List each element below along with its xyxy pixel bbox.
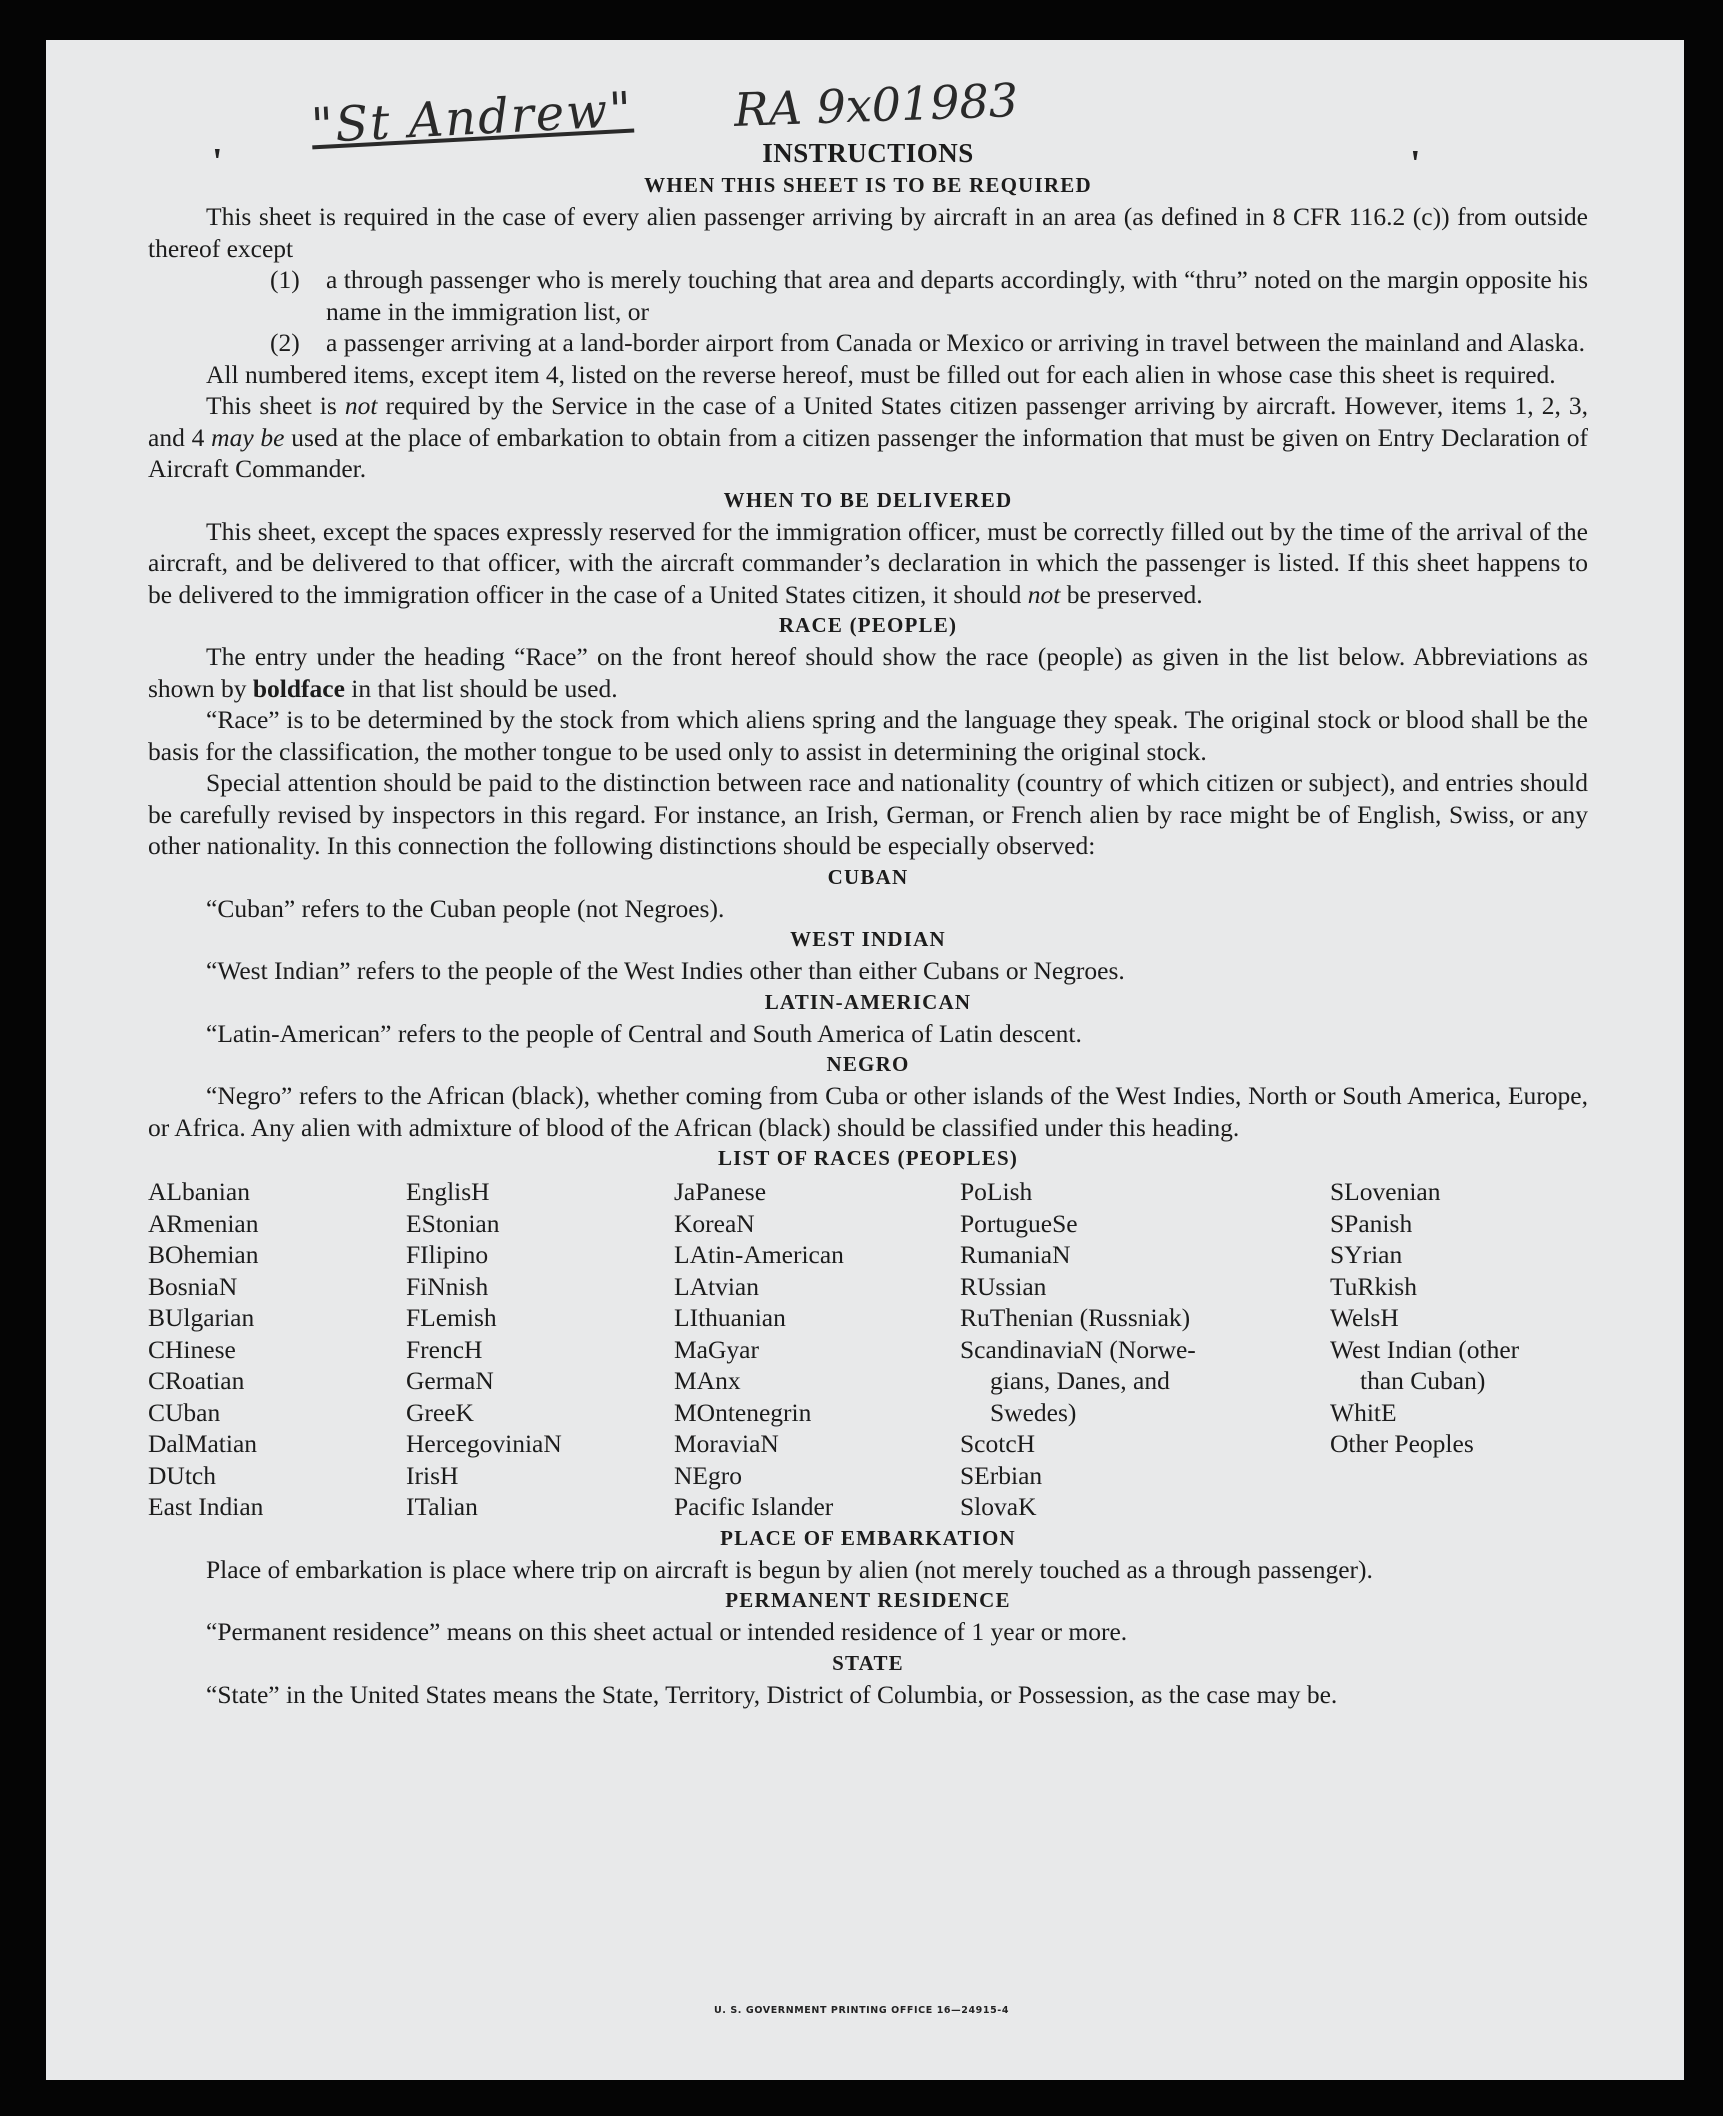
section-title-state: STATE <box>832 1650 904 1675</box>
race-entry: FLemish <box>406 1303 497 1332</box>
race-entry: SlovaK <box>960 1492 1037 1521</box>
item-text: a passenger arriving at a land-border airport from Canada or Mexico or arriving in travel between the mainland and Alaska. <box>326 328 1585 357</box>
race-entry: LAtin-American <box>674 1240 844 1269</box>
race-entry: Swedes) <box>990 1397 1077 1427</box>
bold-text: boldface <box>252 673 345 703</box>
paragraph: “Cuban” refers to the Cuban people (not Negroes). <box>206 893 725 923</box>
handwritten-name: "St Andrew" <box>309 81 635 155</box>
margin-mark-right: ' <box>1410 143 1421 185</box>
races-column-4 <box>960 1176 1330 1523</box>
paragraph <box>148 390 1588 485</box>
paragraph: “West Indian” refers to the people of the West Indies other than either Cubans or Negroes. <box>206 956 1125 985</box>
race-entry: RumaniaN <box>960 1240 1071 1269</box>
race-entry: Other Peoples <box>1330 1429 1474 1458</box>
race-entry: East Indian <box>148 1492 264 1521</box>
race-entry: GermaN <box>406 1366 494 1395</box>
section-title-cuban: CUBAN <box>827 864 909 889</box>
section-title-when-delivered: WHEN TO BE DELIVERED <box>723 487 1013 512</box>
text-run: The entry under the heading “Race” on the front hereof should show the race (people) as given in the list below. Abbreviations as shown by <box>148 642 1588 703</box>
races-column-2 <box>406 1176 674 1523</box>
race-entry: ITalian <box>406 1492 478 1521</box>
race-entry: SYrian <box>1330 1240 1403 1269</box>
race-entry: PortugueSe <box>960 1208 1078 1238</box>
race-entry: JaPanese <box>674 1177 767 1206</box>
text-run: required by the Service in the case of a United States citizen passenger arriving by aircraft. However, items 1, 2, 3, and 4 <box>148 391 1588 452</box>
section-title-latin-american: LATIN-AMERICAN <box>764 989 972 1014</box>
text-run: This sheet, except the spaces expressly reserved for the immigration officer, must be correctly filled out by the time of the arrival of the aircraft, and be delivered to that officer, with the aircraft commander’s declaration in which the passenger is listed. If this sheet happens to be delivered to the immigration officer in the case of a United States citizen, it should <box>148 516 1588 609</box>
race-entry: EnglisH <box>406 1177 490 1206</box>
emphasis-text: not <box>344 391 378 420</box>
race-entry: MAnx <box>674 1366 741 1395</box>
races-list <box>148 1176 1588 1523</box>
item-number: (2) <box>270 328 300 357</box>
emphasis-text: may be <box>211 422 285 452</box>
list-item <box>148 327 1588 359</box>
race-entry: TuRkish <box>1330 1271 1417 1301</box>
race-entry: CUban <box>148 1397 221 1427</box>
race-entry: FIlipino <box>406 1240 489 1269</box>
race-entry: West Indian (other <box>1330 1334 1520 1364</box>
paragraph: “Race” is to be determined by the stock from which aliens spring and the language they speak. The original stock or blood shall be the basis for the classification, the mother tongue to be used only to assist in determining the original stock. <box>148 705 1588 766</box>
paragraph <box>148 641 1588 704</box>
paragraph: “State” in the United States means the State, Territory, District of Columbia, or Possession, as the case may be. <box>206 1679 1338 1709</box>
race-entry: FrencH <box>406 1334 483 1364</box>
race-entry: ARmenian <box>148 1208 259 1238</box>
paragraph: “Negro” refers to the African (black), whether coming from Cuba or other islands of the West Indies, North or South America, Europe, or Africa. Any alien with admixture of blood of the African (black) should be classified under this heading. <box>148 1081 1588 1142</box>
race-entry: DUtch <box>148 1460 216 1490</box>
race-entry: BosniaN <box>148 1271 238 1301</box>
section-title-negro: NEGRO <box>826 1052 910 1076</box>
race-entry: MoraviaN <box>674 1429 779 1458</box>
race-entry: EStonian <box>406 1208 500 1238</box>
race-entry: LAtvian <box>674 1271 759 1301</box>
race-entry: MaGyar <box>674 1334 759 1364</box>
race-entry: SErbian <box>960 1460 1043 1490</box>
race-entry: ScandinaviaN (Norwe- <box>960 1334 1196 1364</box>
section-title-west-indian: WEST INDIAN <box>790 927 946 951</box>
race-entry: MOntenegrin <box>674 1397 812 1427</box>
races-column-3 <box>674 1176 960 1523</box>
race-entry: ScotcH <box>960 1429 1036 1458</box>
race-entry: WelsH <box>1330 1303 1399 1332</box>
race-entry: GreeK <box>406 1397 474 1427</box>
paragraph: Place of embarkation is place where trip on aircraft is begun by alien (not merely touched as a through passenger). <box>206 1554 1373 1584</box>
item-number: (1) <box>270 265 300 294</box>
race-entry: KoreaN <box>674 1208 755 1238</box>
race-entry: gians, Danes, and <box>990 1366 1170 1395</box>
race-entry: ALbanian <box>148 1177 250 1206</box>
race-entry: BOhemian <box>148 1240 259 1269</box>
emphasis-text: not <box>1027 579 1061 609</box>
race-entry: PoLish <box>960 1177 1033 1206</box>
page-title: INSTRUCTIONS <box>762 138 974 168</box>
section-title-race: RACE (PEOPLE) <box>778 613 958 637</box>
race-entry: RUssian <box>960 1271 1047 1301</box>
race-entry: SLovenian <box>1330 1177 1441 1206</box>
text-run: This sheet is <box>206 391 345 420</box>
handwritten-reference: RA 9x01983 <box>733 73 1019 137</box>
instructions-content <box>148 136 1588 1710</box>
item-text: a through passenger who is merely touching that area and departs accordingly, with “thru” noted on the margin opposite his name in the immigration list, or <box>326 265 1588 326</box>
paragraph <box>148 516 1588 611</box>
paragraph: “Latin-American” refers to the people of Central and South America of Latin descent. <box>206 1018 1082 1048</box>
race-entry: CHinese <box>148 1334 236 1364</box>
text-run: used at the place of embarkation to obtain from a citizen passenger the information that must be given on Entry Declaration of Aircraft Commander. <box>148 422 1588 483</box>
paragraph: This sheet is required in the case of every alien passenger arriving by aircraft in an area (as defined in 8 CFR 116.2 (c)) from outside thereof except <box>148 202 1588 263</box>
race-entry: DalMatian <box>148 1429 258 1458</box>
race-entry: FiNnish <box>406 1271 489 1301</box>
race-entry: than Cuban) <box>1360 1366 1486 1395</box>
section-title-list-of-races: LIST OF RACES (PEOPLES) <box>717 1146 1019 1170</box>
text-run: in that list should be used. <box>344 673 618 703</box>
section-title-permanent-residence: PERMANENT RESIDENCE <box>725 1588 1011 1612</box>
race-entry: SPanish <box>1330 1208 1413 1238</box>
race-entry: HercegoviniaN <box>406 1429 562 1458</box>
races-column-5 <box>1330 1176 1588 1523</box>
printer-imprint: U. S. GOVERNMENT PRINTING OFFICE 16—24915-4 <box>713 2005 1010 2016</box>
races-column-1 <box>148 1176 406 1523</box>
section-title-when-required: WHEN THIS SHEET IS TO BE REQUIRED <box>644 173 1092 197</box>
margin-mark-left: ' <box>212 141 223 183</box>
race-entry: IrisH <box>406 1460 459 1490</box>
list-item <box>148 264 1588 327</box>
race-entry: Pacific Islander <box>674 1492 834 1521</box>
race-entry: CRoatian <box>148 1366 245 1395</box>
paragraph: All numbered items, except item 4, listed on the reverse hereof, must be filled out for each alien in whose case this sheet is required. <box>206 359 1556 389</box>
text-run: be preserved. <box>1060 579 1203 609</box>
section-title-embarkation: PLACE OF EMBARKATION <box>720 1525 1016 1550</box>
paragraph: “Permanent residence” means on this sheet actual or intended residence of 1 year or more. <box>206 1617 1128 1646</box>
race-entry: RuThenian (Russniak) <box>960 1303 1191 1332</box>
race-entry: BUlgarian <box>148 1303 255 1332</box>
race-entry: NEgro <box>674 1460 742 1490</box>
race-entry: WhitE <box>1330 1397 1397 1427</box>
race-entry: LIthuanian <box>674 1303 786 1332</box>
paragraph: Special attention should be paid to the distinction between race and nationality (country of which citizen or subject), and entries should be carefully revised by inspectors in this regard. For instance, an Irish, German, or French alien by race might be of English, Swiss, or any other nationality. In this connection the following distinctions should be especially observed: <box>148 768 1588 860</box>
